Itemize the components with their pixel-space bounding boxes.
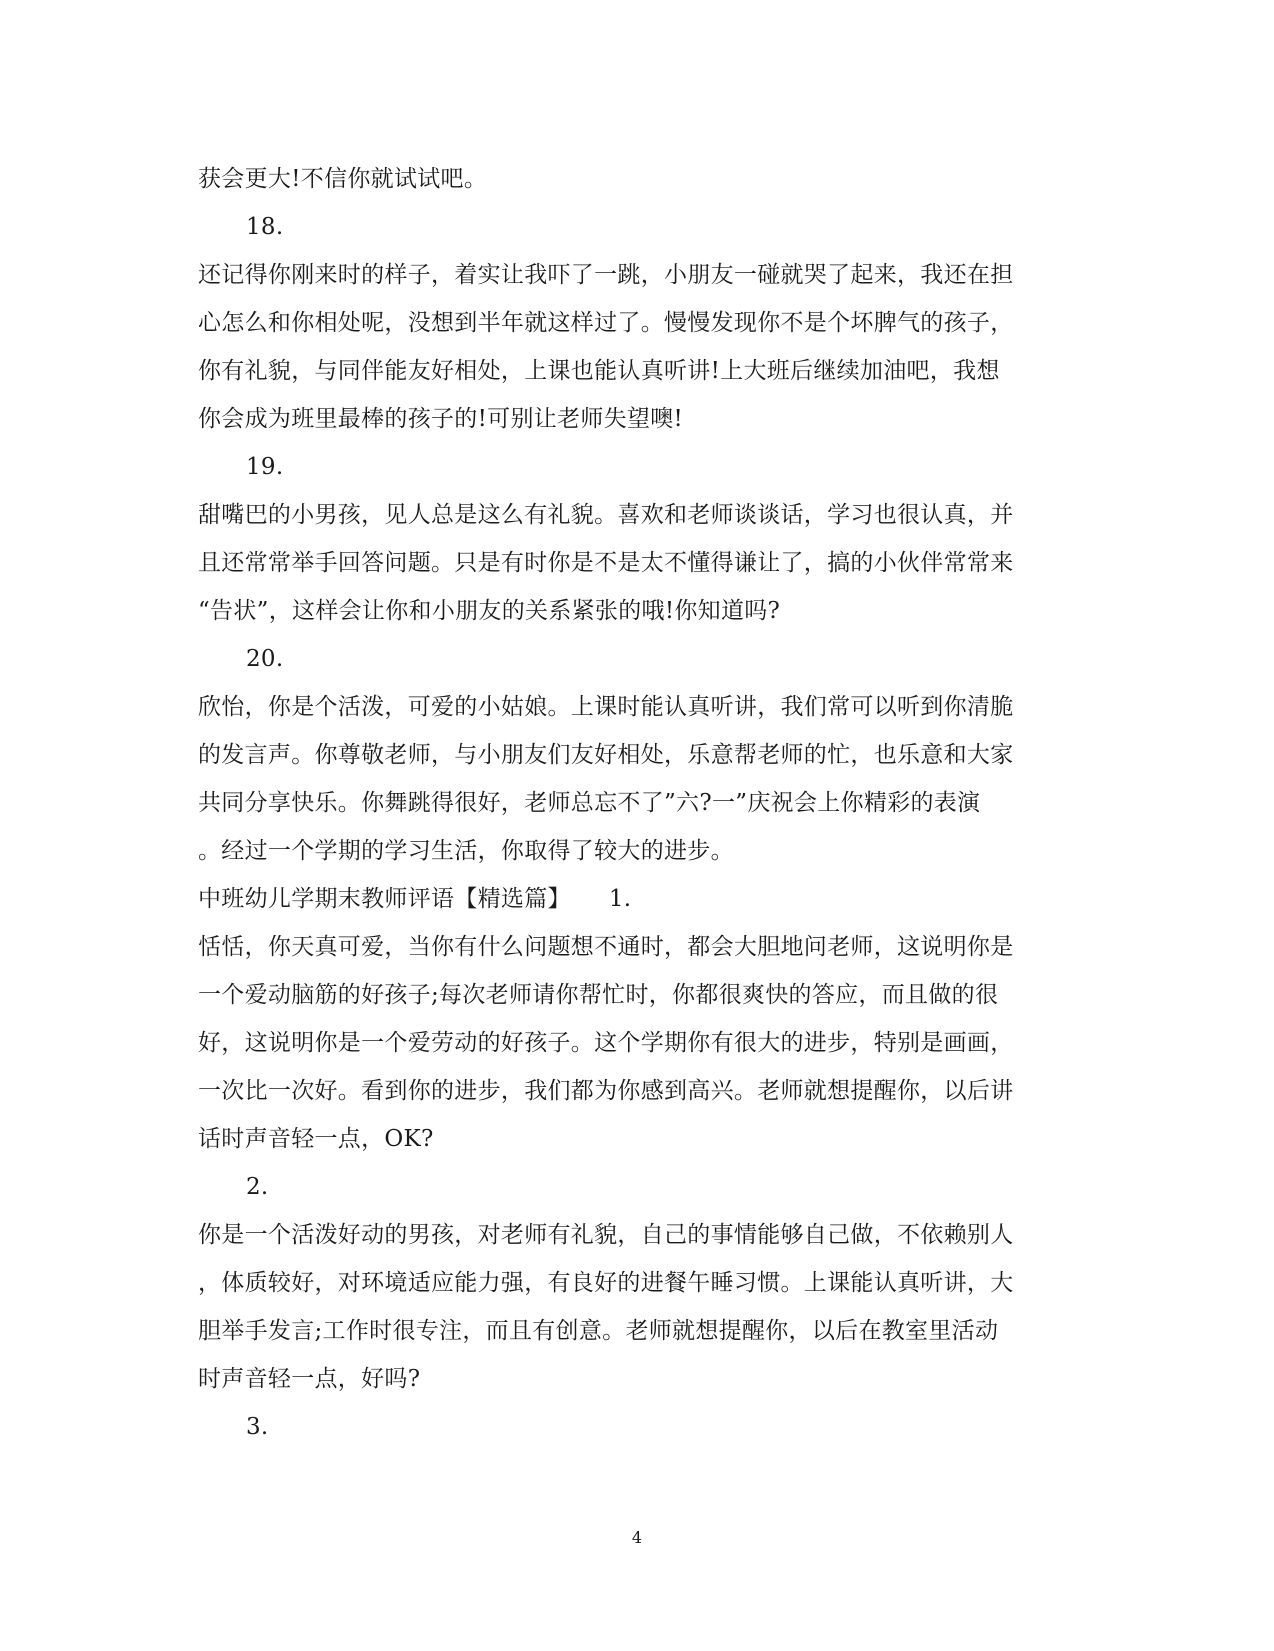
text-line: ，体质较好，对环境适应能力强，有良好的进餐午睡习惯。上课能认真听讲，大 xyxy=(198,1270,1014,1296)
text-line: 获会更大!不信你就试试吧。 xyxy=(198,166,488,192)
item-number: 20. xyxy=(246,646,284,672)
text-line: 一个爱动脑筋的好孩子;每次老师请你帮忙时，你都很爽快的答应，而且做的很 xyxy=(198,982,999,1008)
item-number: 3. xyxy=(246,1414,269,1440)
item-number: 18. xyxy=(246,214,284,240)
section-heading xyxy=(198,875,1078,923)
text-line: 恬恬，你天真可爱，当你有什么问题想不通时，都会大胆地问老师，这说明你是 xyxy=(198,934,1014,960)
text-line: 欣怡，你是个活泼，可爱的小姑娘。上课时能认真听讲，我们常可以听到你清脆 xyxy=(198,694,1014,720)
text-line: 胆举手发言;工作时很专注，而且有创意。老师就想提醒你，以后在教室里活动 xyxy=(198,1318,999,1344)
document-body xyxy=(198,155,1078,1451)
text-line: 你有礼貌，与同伴能友好相处，上课也能认真听讲!上大班后继续加油吧，我想 xyxy=(198,358,1000,384)
text-line: 共同分享快乐。你舞跳得很好，老师总忘不了”六?一”庆祝会上你精彩的表演 xyxy=(198,790,981,816)
item-number: 1. xyxy=(608,886,632,912)
text-line: 你会成为班里最棒的孩子的!可别让老师失望噢! xyxy=(198,406,684,432)
text-line: 的发言声。你尊敬老师，与小朋友们友好相处，乐意帮老师的忙，也乐意和大家 xyxy=(198,742,1014,768)
section-title: 中班幼儿学期末教师评语【精选篇】 xyxy=(198,886,571,912)
item-number: 2. xyxy=(246,1174,269,1200)
text-line: 。经过一个学期的学习生活，你取得了较大的进步。 xyxy=(198,838,734,864)
text-line: 时声音轻一点，好吗? xyxy=(198,1366,421,1392)
text-line: 一次比一次好。看到你的进步，我们都为你感到高兴。老师就想提醒你，以后讲 xyxy=(198,1078,1014,1104)
text-line: 甜嘴巴的小男孩，见人总是这么有礼貌。喜欢和老师谈谈话，学习也很认真，并 xyxy=(198,502,1014,528)
text-line: 好，这说明你是一个爱劳动的好孩子。这个学期你有很大的进步，特别是画画， xyxy=(198,1030,1014,1056)
text-line: “告状”，这样会让你和小朋友的关系紧张的哦!你知道吗? xyxy=(198,598,781,624)
text-line: 心怎么和你相处呢，没想到半年就这样过了。慢慢发现你不是个坏脾气的孩子， xyxy=(198,310,1014,336)
text-line: 还记得你刚来时的样子，着实让我吓了一跳，小朋友一碰就哭了起来，我还在担 xyxy=(198,262,1014,288)
text-line: 话时声音轻一点，OK? xyxy=(198,1126,434,1152)
page-number: 4 xyxy=(631,1528,643,1547)
item-number: 19. xyxy=(246,454,284,480)
text-line: 且还常常举手回答问题。只是有时你是不是太不懂得谦让了，搞的小伙伴常常来 xyxy=(198,550,1014,576)
text-line: 你是一个活泼好动的男孩，对老师有礼貌，自己的事情能够自己做，不依赖别人 xyxy=(198,1222,1014,1248)
